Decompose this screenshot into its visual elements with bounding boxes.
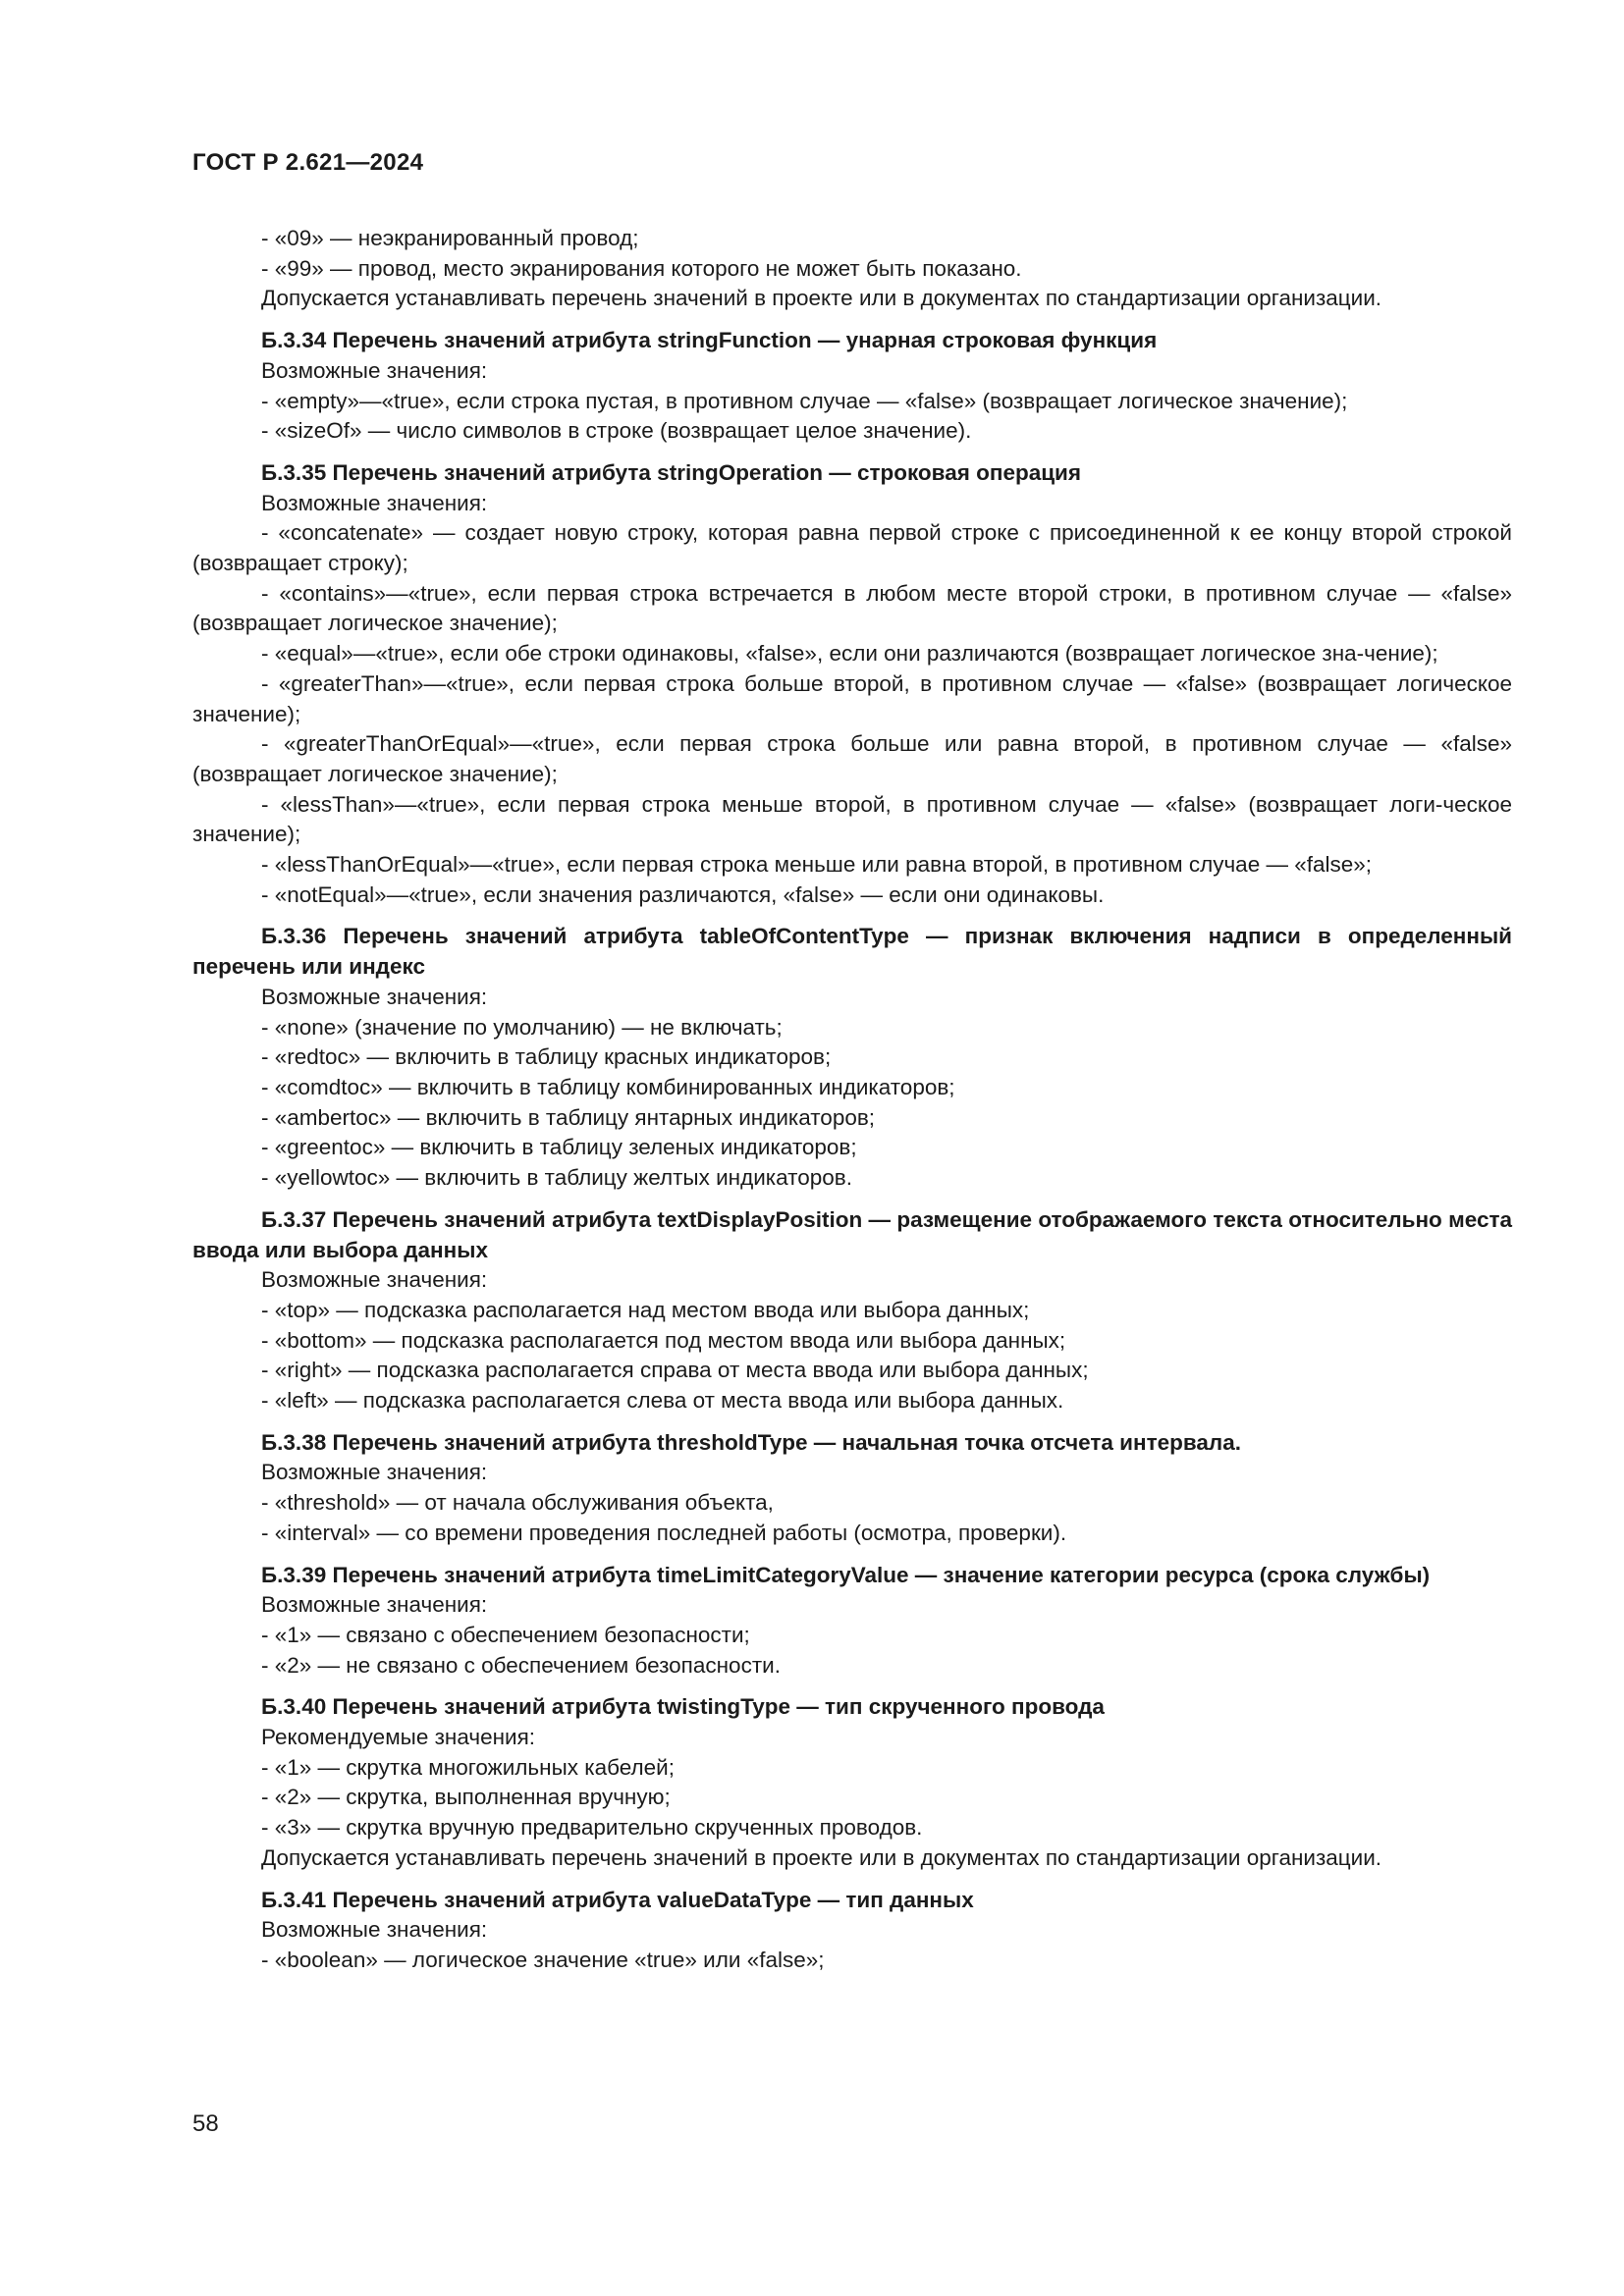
list-item: - «interval» — со времени проведения последней работы (осмотра, проверки). [261,1520,1067,1545]
list-item: - «boolean» — логическое значение «true» или «false»; [261,1947,825,1972]
paragraph: Возможные значения: [261,357,488,383]
list-item: - «ambertoc» — включить в таблицу янтарных индикаторов; [261,1104,876,1130]
list-item: - «09» — неэкранированный провод; [261,226,639,250]
document-body [192,224,1512,1976]
section-heading: Б.3.34 Перечень значений атрибута stringFunction — унарная строковая функция [261,328,1158,353]
section-heading: Б.3.36 Перечень значений атрибута tableOfContentType — признак включения надписи в определенный перечень или индекс [192,924,1512,980]
document-header: ГОСТ Р 2.621—2024 [192,149,424,176]
list-item: - «concatenate» — создает новую строку, которая равна первой строке с присоединенной к ее концу второй строкой (возвращает строку); [192,520,1512,576]
list-item: - «notEqual»—«true», если значения различаются, «false» — если они одинаковы. [261,881,1105,907]
list-item: - «2» — не связано с обеспечением безопасности. [261,1652,781,1678]
section-heading: Б.3.40 Перечень значений атрибута twistingType — тип скрученного провода [261,1694,1105,1720]
list-item: - «99» — провод, место экранирования которого не может быть показано. [261,255,1022,281]
paragraph: Возможные значения: [261,1460,488,1485]
list-item: - «lessThanOrEqual»—«true», если первая строка меньше или равна второй, в противном случае — «false»; [261,852,1373,878]
list-item: - «greaterThan»—«true», если первая строка больше второй, в противном случае — «false» (возвращает логическое значение); [192,670,1512,726]
list-item: - «1» — скрутка многожильных кабелей; [261,1754,675,1780]
section-heading: Б.3.38 Перечень значений атрибута thresholdType — начальная точка отсчета интервала. [261,1429,1241,1455]
list-item: - «top» — подсказка располагается над местом ввода или выбора данных; [261,1297,1030,1322]
list-item: - «yellowtoc» — включить в таблицу желтых индикаторов. [261,1165,852,1191]
list-item: - «redtoc» — включить в таблицу красных индикаторов; [261,1044,832,1070]
list-item: - «greentoc» — включить в таблицу зеленых индикаторов; [261,1135,857,1160]
page-number: 58 [192,2110,219,2137]
list-item: - «lessThan»—«true», если первая строка меньше второй, в противном случае — «false» (возвращает логи-ческое значение); [192,791,1512,847]
list-item: - «comdtoc» — включить в таблицу комбинированных индикаторов; [261,1074,955,1099]
list-item: - «right» — подсказка располагается справа от места ввода или выбора данных; [261,1358,1089,1383]
list-item: - «3» — скрутка вручную предварительно скрученных проводов. [261,1815,923,1841]
paragraph: Допускается устанавливать перечень значений в проекте или в документах по стандартизации организации. [261,1844,1382,1870]
list-item: - «sizeOf» — число символов в строке (возвращает целое значение). [261,418,972,444]
section-heading: Б.3.39 Перечень значений атрибута timeLimitCategoryValue — значение категории ресурса (срока службы) [261,1562,1431,1587]
list-item: - «contains»—«true», если первая строка встречается в любом месте второй строки, в противном случае — «false» (возвращает логическое значение); [192,580,1512,636]
paragraph: Возможные значения: [261,1917,488,1943]
list-item: - «none» (значение по умолчанию) — не включать; [261,1014,783,1040]
list-item: - «1» — связано с обеспечением безопасности; [261,1622,750,1647]
paragraph: Допускается устанавливать перечень значений в проекте или в документах по стандартизации организации. [261,286,1382,311]
paragraph: Возможные значения: [261,984,488,1009]
list-item: - «2» — скрутка, выполненная вручную; [261,1785,671,1810]
list-item: - «left» — подсказка располагается слева от места ввода или выбора данных. [261,1388,1064,1414]
section-heading: Б.3.41 Перечень значений атрибута valueDataType — тип данных [261,1887,974,1912]
list-item: - «bottom» — подсказка располагается под местом ввода или выбора данных; [261,1327,1066,1353]
section-heading: Б.3.37 Перечень значений атрибута textDisplayPosition — размещение отображаемого текста относительно места ввода или выбора данных [192,1206,1512,1262]
paragraph: Возможные значения: [261,1267,488,1293]
paragraph: Возможные значения: [261,1592,488,1618]
list-item: - «greaterThanOrEqual»—«true», если первая строка больше или равна второй, в противном случае — «false» (возвращает логическое значение); [192,731,1512,786]
list-item: - «equal»—«true», если обе строки одинаковы, «false», если они различаются (возвращает логическое зна-чение); [261,641,1438,667]
section-heading: Б.3.35 Перечень значений атрибута stringOperation — строковая операция [261,459,1082,485]
paragraph: Рекомендуемые значения: [261,1725,536,1750]
paragraph: Возможные значения: [261,490,488,515]
list-item: - «threshold» — от начала обслуживания объекта, [261,1490,774,1516]
list-item: - «empty»—«true», если строка пустая, в противном случае — «false» (возвращает логическое значение); [261,388,1348,413]
